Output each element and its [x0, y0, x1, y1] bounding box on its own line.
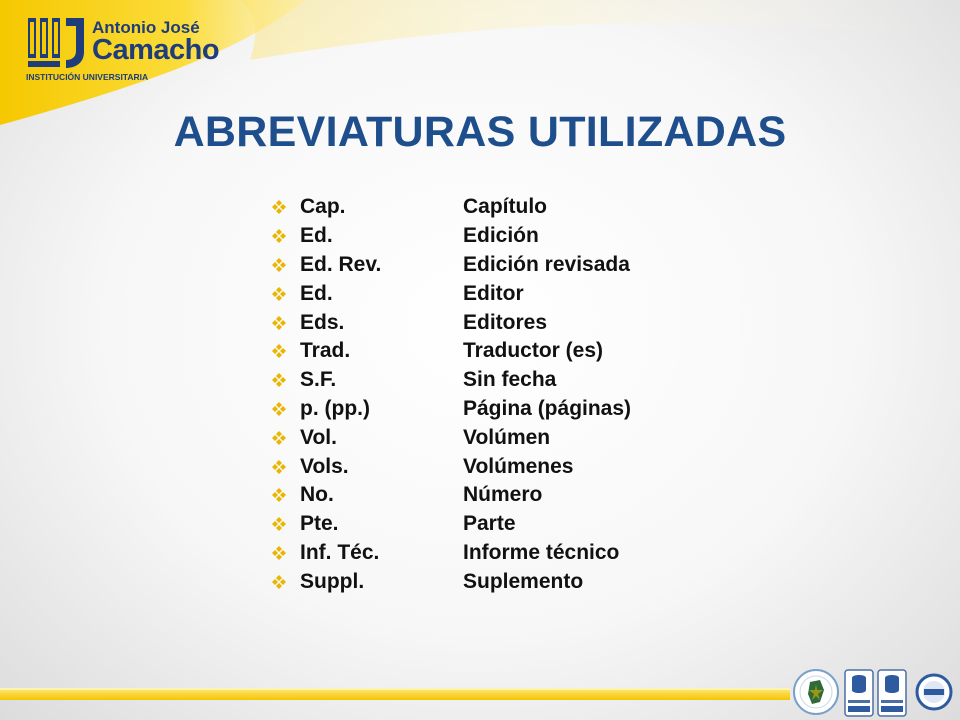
four-diamond-bullet-icon	[272, 199, 294, 215]
four-diamond-bullet-icon	[272, 430, 294, 446]
four-diamond-bullet-icon	[272, 459, 294, 475]
four-diamond-bullet-icon	[272, 545, 294, 561]
abbreviation-meaning: Edición revisada	[463, 252, 630, 276]
list-item	[272, 366, 631, 395]
four-diamond-bullet-icon	[272, 286, 294, 302]
abbreviation: Vol.	[300, 425, 337, 449]
abbreviation: Eds.	[300, 310, 345, 334]
abbreviation-meaning: Editores	[463, 310, 548, 334]
abbreviation-meaning: Sin fecha	[463, 368, 557, 392]
list-item	[272, 279, 631, 308]
abbreviation-meaning: Traductor (es)	[463, 339, 604, 363]
abbreviation: Cap.	[300, 195, 346, 219]
list-item	[272, 251, 631, 280]
abbreviation: Vols.	[300, 454, 349, 478]
logo-name-line2: Camacho	[92, 34, 220, 66]
abbreviation: Ed.	[300, 224, 333, 248]
iso-9001-certification-icon	[878, 670, 906, 716]
four-diamond-bullet-icon	[272, 401, 294, 417]
abbreviation: Ed. Rev.	[300, 252, 382, 276]
university-logo-icon	[26, 16, 86, 70]
certification-seals	[790, 660, 960, 720]
four-diamond-bullet-icon	[272, 516, 294, 532]
university-logo[interactable]	[22, 10, 220, 82]
four-diamond-bullet-icon	[272, 487, 294, 503]
list-item	[272, 308, 631, 337]
abbreviation: No.	[300, 483, 334, 507]
list-item	[272, 193, 631, 222]
abbreviation: Inf. Téc.	[300, 540, 380, 564]
list-item	[272, 222, 631, 251]
abbreviation: Pte.	[300, 512, 339, 536]
four-diamond-bullet-icon	[272, 343, 294, 359]
abbreviation-meaning: Capítulo	[463, 195, 547, 219]
list-item	[272, 510, 631, 539]
bottom-stripe	[0, 688, 790, 702]
four-diamond-bullet-icon	[272, 574, 294, 590]
abbreviation-meaning: Número	[463, 483, 543, 507]
list-item	[272, 395, 631, 424]
list-item	[272, 337, 631, 366]
colombia-accreditation-seal-icon	[794, 670, 838, 714]
abbreviation: Trad.	[300, 339, 351, 363]
iqnet-certification-icon	[917, 675, 951, 709]
abbreviation-meaning: Parte	[463, 512, 516, 536]
abbreviations-list	[272, 193, 631, 596]
abbreviation: Ed.	[300, 281, 333, 305]
list-item	[272, 567, 631, 596]
abbreviation: Suppl.	[300, 569, 365, 593]
abbreviation-meaning: Suplemento	[463, 569, 584, 593]
abbreviation-meaning: Editor	[463, 281, 524, 305]
ntcgp-1000-certification-icon	[845, 670, 873, 716]
abbreviation: S.F.	[300, 368, 337, 392]
abbreviation-meaning: Volúmenes	[463, 454, 574, 478]
four-diamond-bullet-icon	[272, 372, 294, 388]
abbreviation-meaning: Informe técnico	[463, 540, 620, 564]
abbreviation: p. (pp.)	[300, 396, 370, 420]
abbreviation-meaning: Volúmen	[463, 425, 551, 449]
abbreviation-meaning: Edición	[463, 224, 539, 248]
list-item	[272, 423, 631, 452]
logo-name-line1: Antonio José	[92, 18, 200, 37]
list-item	[272, 539, 631, 568]
list-item	[272, 452, 631, 481]
list-item	[272, 481, 631, 510]
four-diamond-bullet-icon	[272, 257, 294, 273]
page-title: ABREVIATURAS UTILIZADAS	[173, 108, 787, 156]
logo-subtitle: INSTITUCIÓN UNIVERSITARIA	[26, 72, 149, 82]
four-diamond-bullet-icon	[272, 315, 294, 331]
abbreviation-meaning: Página (páginas)	[463, 396, 632, 420]
four-diamond-bullet-icon	[272, 228, 294, 244]
